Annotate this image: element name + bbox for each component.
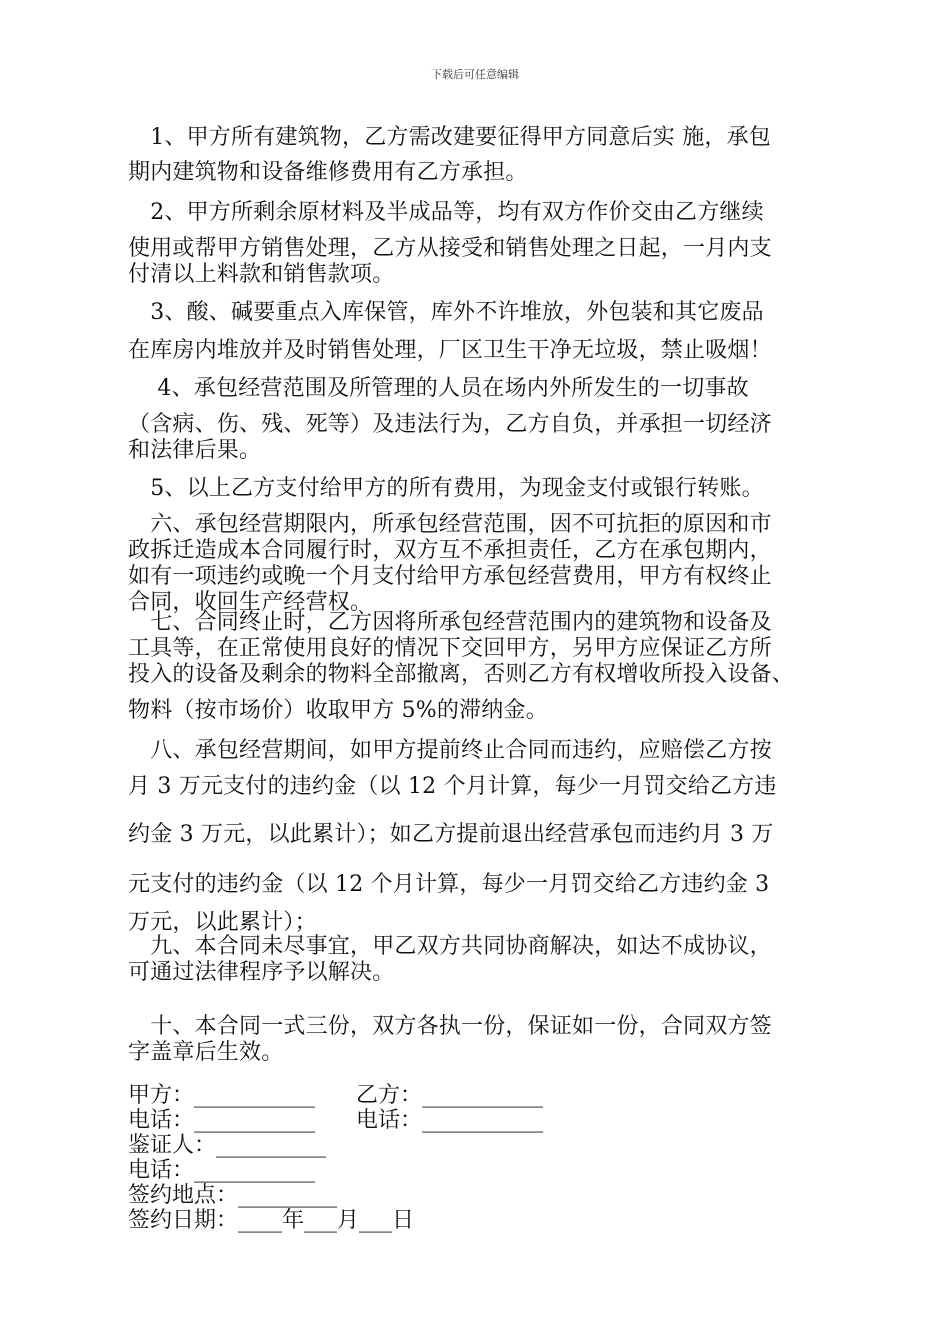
contract-line: 字盖章后生效。 [128,1040,284,1065]
party-b-field: 乙方：___________ [356,1083,544,1108]
contract-line: 政拆迁造成本合同履行时，双方互不承担责任，乙方在承包期内， [128,538,772,563]
contract-line: 可通过法律程序予以解决。 [128,960,395,985]
party-a-field: 甲方：___________ [128,1083,316,1108]
contract-line: 投入的设备及剩余的物料全部撤离，否则乙方有权增收所投入设备、 [128,662,795,687]
contract-line: 期内建筑物和设备维修费用有乙方承担。 [128,160,528,185]
contract-line: 十、本合同一式三份，双方各执一份，保证如一份，合同双方签 [128,1014,772,1039]
contract-line: 物料（按市场价）收取甲方 5%的滞纳金。 [128,698,548,723]
contract-line: （含病、伤、残、死等）及违法行为，乙方自负，并承担一切经济 [128,412,772,437]
signing-date-field: 签约日期：____年___月___日 [128,1208,415,1233]
contract-line: 付清以上料款和销售款项。 [128,262,395,287]
header-note: 下载后可任意编辑 [431,68,519,81]
contract-line: 在库房内堆放并及时销售处理，厂区卫生干净无垃圾，禁止吸烟！ [128,338,772,363]
party-a-phone-field: 电话：___________ [128,1108,316,1133]
contract-line: 万元，以此累计）； [128,910,317,935]
contract-line: 八、承包经营期间，如甲方提前终止合同而违约，应赔偿乙方按 [128,738,772,763]
contract-line: 月 3 万元支付的违约金（以 12 个月计算，每少一月罚交给乙方违 [128,774,777,799]
contract-line: 和法律后果。 [128,438,262,463]
contract-line: 2、甲方所剩余原材料及半成品等，均有双方作价交由乙方继续 [128,200,764,225]
contract-line: 5、以上乙方支付给甲方的所有费用，为现金支付或银行转账。 [128,476,764,501]
contract-line: 如有一项违约或晚一个月支付给甲方承包经营费用，甲方有权终止 [128,564,772,589]
contract-line: 合同，收回生产经营权。 [128,590,373,615]
witness-field: 鉴证人：__________ [128,1133,327,1158]
contract-line: 4、承包经营范围及所管理的人员在场内外所发生的一切事故 [128,376,749,401]
contract-line: 工具等，在正常使用良好的情况下交回甲方，另甲方应保证乙方所 [128,636,772,661]
contract-line: 七、合同终止时，乙方因将所承包经营范围内的建筑物和设备及 [128,610,772,635]
contract-line: 约金 3 万元，以此累计）；如乙方提前退出经营承包而违约月 3 万 [128,822,774,847]
party-b-phone-field: 电话：___________ [356,1108,544,1133]
contract-line: 九、本合同未尽事宜，甲乙双方共同协商解决，如达不成协议， [128,934,772,959]
signing-place-field: 签约地点：_________ [128,1183,338,1208]
witness-phone-field: 电话：___________ [128,1158,316,1183]
contract-line: 3、酸、碱要重点入库保管，库外不许堆放，外包装和其它废品 [128,300,764,325]
contract-line: 元支付的违约金（以 12 个月计算，每少一月罚交给乙方违约金 3 [128,872,770,897]
contract-line: 六、承包经营期限内，所承包经营范围，因不可抗拒的原因和市 [128,512,772,537]
contract-line: 使用或帮甲方销售处理，乙方从接受和销售处理之日起，一月内支 [128,236,772,261]
contract-line: 1、甲方所有建筑物，乙方需改建要征得甲方同意后实 施，承包 [128,125,771,150]
